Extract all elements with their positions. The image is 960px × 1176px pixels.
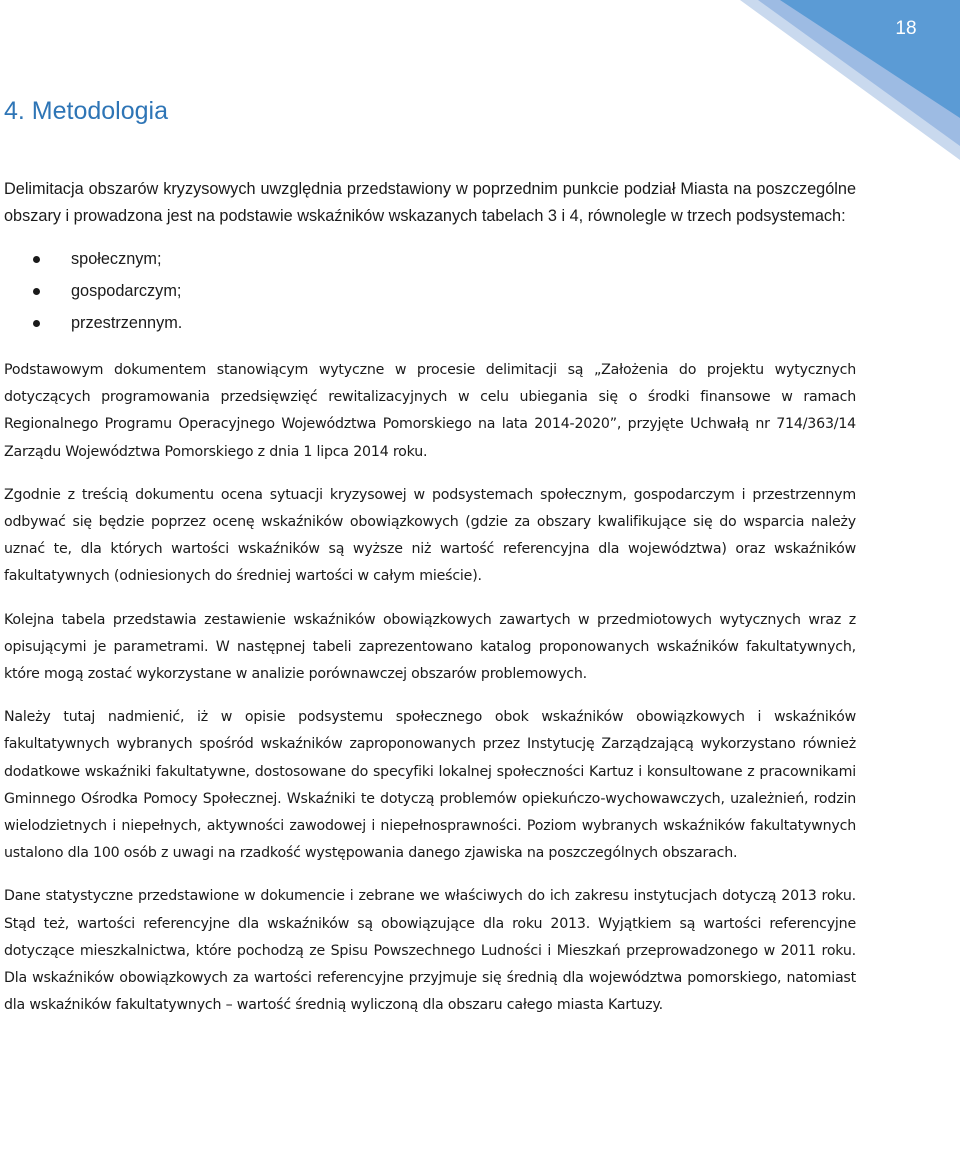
paragraph-tables: Kolejna tabela przedstawia zestawienie wskaźników obowiązkowych zawartych w przedmiotowych wytycznych wraz z opisującymi je parametrami. W następnej tabeli zaprezentowano katalog proponowanych wskaźników fakultatywnych, które mogą zostać wykorzystane w analizie porównawczej obszarów problemowych. bbox=[4, 611, 856, 683]
page-content bbox=[4, 176, 856, 1019]
paragraph-statistics: Dane statystyczne przedstawione w dokumencie i zebrane we właściwych do ich zakresu instytucjach dotyczą 2013 roku. Stąd też, wartości referencyjne dla wskaźników są obowiązujące dla roku 2013. Wyjątkiem są wartości referencyjne dotyczące mieszkalnictwa, które pochodzą ze Spisu Powszechnego Ludności i Mieszkań przeprowadzonego w 2011 roku. Dla wskaźników obowiązkowych za wartości referencyjne przyjmuje się średnią dla województwa pomorskiego, natomiast dla wskaźników fakultatywnych – wartość średnią wyliczoną dla obszaru całego miasta Kartuzy. bbox=[4, 888, 856, 1014]
paragraph-social-subsystem: Należy tutaj nadmienić, iż w opisie podsystemu społecznego obok wskaźników obowiązkowych i wskaźników fakultatywnych wybranych spośród wskaźników zaproponowanych przez Instytucję Zarządzającą wykorzystano również dodatkowe wskaźniki fakultatywne, dostosowane do specyfiki lokalnej społeczności Kartuz i konsultowane z pracownikami Gminnego Ośrodka Pomocy Społecznej. Wskaźniki te dotyczą problemów opiekuńczo-wychowawczych, uzależnień, rodzin wielodzietnych i niepełnych, aktywności zawodowej i niepełnosprawności. Poziom wybranych wskaźników fakultatywnych ustalono dla 100 osób z uwagi na rzadkość występowania danego zjawiska na poszczególnych obszarach. bbox=[4, 709, 856, 862]
section-heading: 4. Metodologia bbox=[4, 97, 169, 125]
paragraph-delimitation-document: Podstawowym dokumentem stanowiącym wytyczne w procesie delimitacji są „Założenia do projektu wytycznych dotyczących programowania przedsięwzięć rewitalizacyjnych w celu ubiegania się o środki finansowe w ramach Regionalnego Programu Operacyjnego Województwa Pomorskiego na lata 2014-2020”, przyjęte Uchwałą nr 714/363/14 Zarządu Województwa Pomorskiego z dnia 1 lipca 2014 roku. bbox=[4, 362, 856, 460]
list-item: przestrzennym. bbox=[4, 307, 856, 339]
page-corner-decoration bbox=[740, 0, 960, 160]
subsystem-list bbox=[4, 243, 856, 339]
intro-paragraph: Delimitacja obszarów kryzysowych uwzględnia przedstawiony w poprzednim punkcie podział Miasta na poszczególne obszary i prowadzona jest na podstawie wskaźników wskazanych tabelach 3 i 4, równolegle w trzech podsystemach: bbox=[4, 180, 856, 225]
paragraph-assessment: Zgodnie z treścią dokumentu ocena sytuacji kryzysowej w podsystemach społecznym, gospodarczym i przestrzennym odbywać się będzie poprzez ocenę wskaźników obowiązkowych (gdzie za obszary kwalifikujące się do wsparcia należy uznać te, dla których wartości wskaźników są wyższe niż wartość referencyjna dla województwa) oraz wskaźników fakultatywnych (odniesionych do średniej wartości w całym mieście). bbox=[4, 486, 856, 585]
list-item: gospodarczym; bbox=[4, 275, 856, 307]
list-item: społecznym; bbox=[4, 243, 856, 275]
page-number: 18 bbox=[895, 18, 917, 39]
